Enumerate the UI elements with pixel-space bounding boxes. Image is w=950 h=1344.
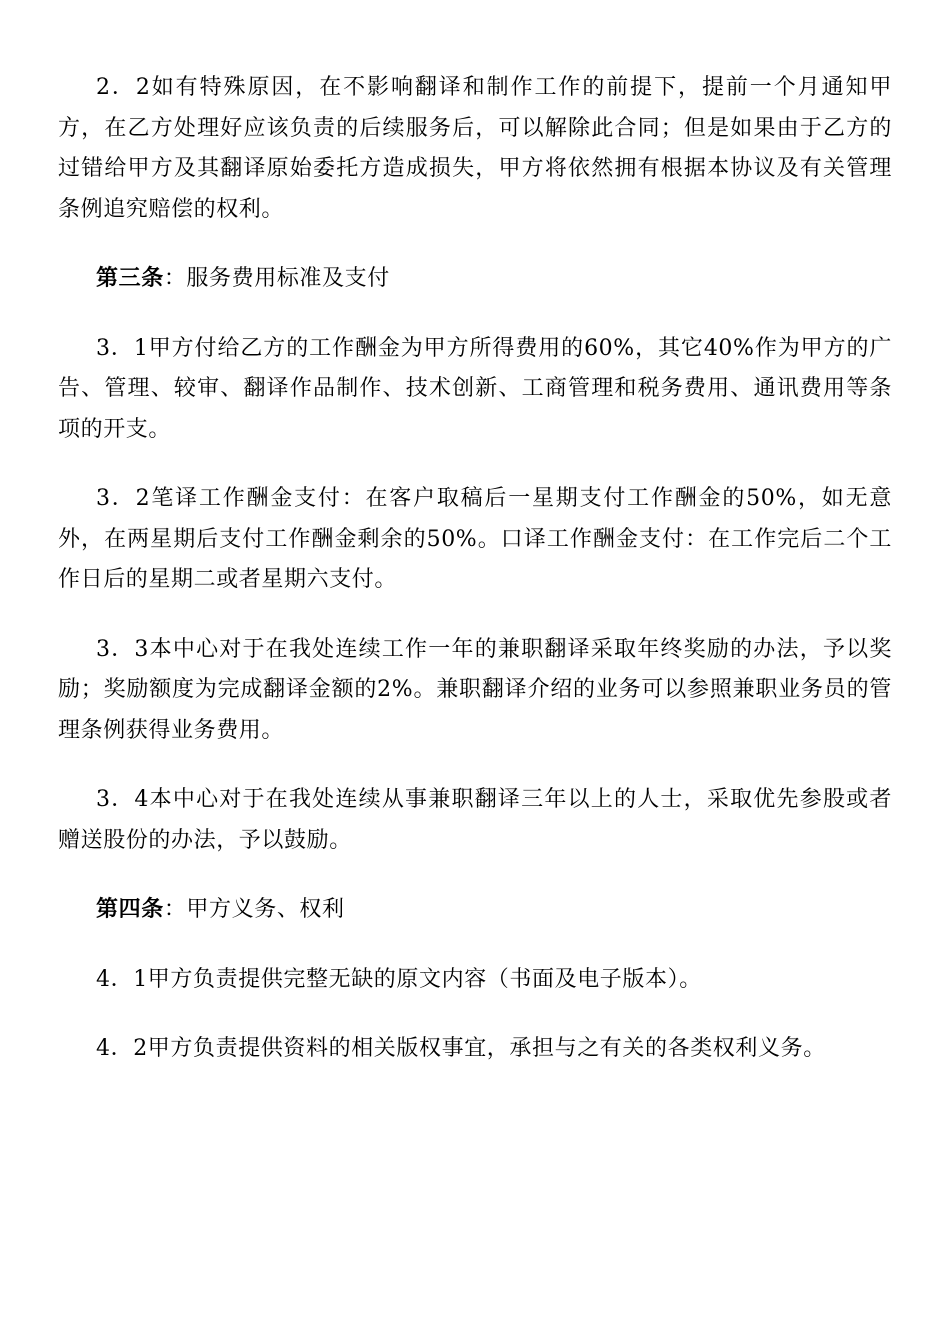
article-4-title: ：甲方义务、权利	[163, 897, 345, 922]
article-4-label: 第四条	[96, 897, 164, 922]
clause-3-3: 3．3本中心对于在我处连续工作一年的兼职翻译采取年终奖励的办法，予以奖励；奖励额度为完成翻译金额的2%。兼职翻译介绍的业务可以参照兼职业务员的管理条例获得业务费用。	[58, 636, 892, 743]
document-page	[58, 68, 892, 1070]
article-3-heading	[58, 259, 892, 300]
clause-2-2: 2．2如有特殊原因，在不影响翻译和制作工作的前提下，提前一个月通知甲方，在乙方处理好应该负责的后续服务后，可以解除此合同；但是如果由于乙方的过错给甲方及其翻译原始委托方造成损失，甲方将依然拥有根据本协议及有关管理条例追究赔偿的权利。	[58, 75, 892, 222]
clause-3-2: 3．2笔译工作酬金支付：在客户取稿后一星期支付工作酬金的50%，如无意外，在两星期后支付工作酬金剩余的50%。口译工作酬金支付：在工作完后二个工作日后的星期二或者星期六支付。	[58, 486, 892, 592]
article-3-label: 第三条	[96, 266, 164, 291]
article-4-heading	[58, 890, 892, 931]
clause-3-4: 3．4本中心对于在我处连续从事兼职翻译三年以上的人士，采取优先参股或者赠送股份的办法，予以鼓励。	[58, 787, 892, 853]
clause-4-1: 4．1甲方负责提供完整无缺的原文内容（书面及电子版本）。	[96, 966, 702, 992]
clause-3-1: 3．1甲方付给乙方的工作酬金为甲方所得费用的60%，其它40%作为甲方的广告、管理、较审、翻译作品制作、技术创新、工商管理和税务费用、通讯费用等条项的开支。	[58, 335, 892, 442]
article-3-title: ：服务费用标准及支付	[163, 266, 390, 291]
clause-4-2: 4．2甲方负责提供资料的相关版权事宜，承担与之有关的各类权利义务。	[96, 1036, 826, 1061]
